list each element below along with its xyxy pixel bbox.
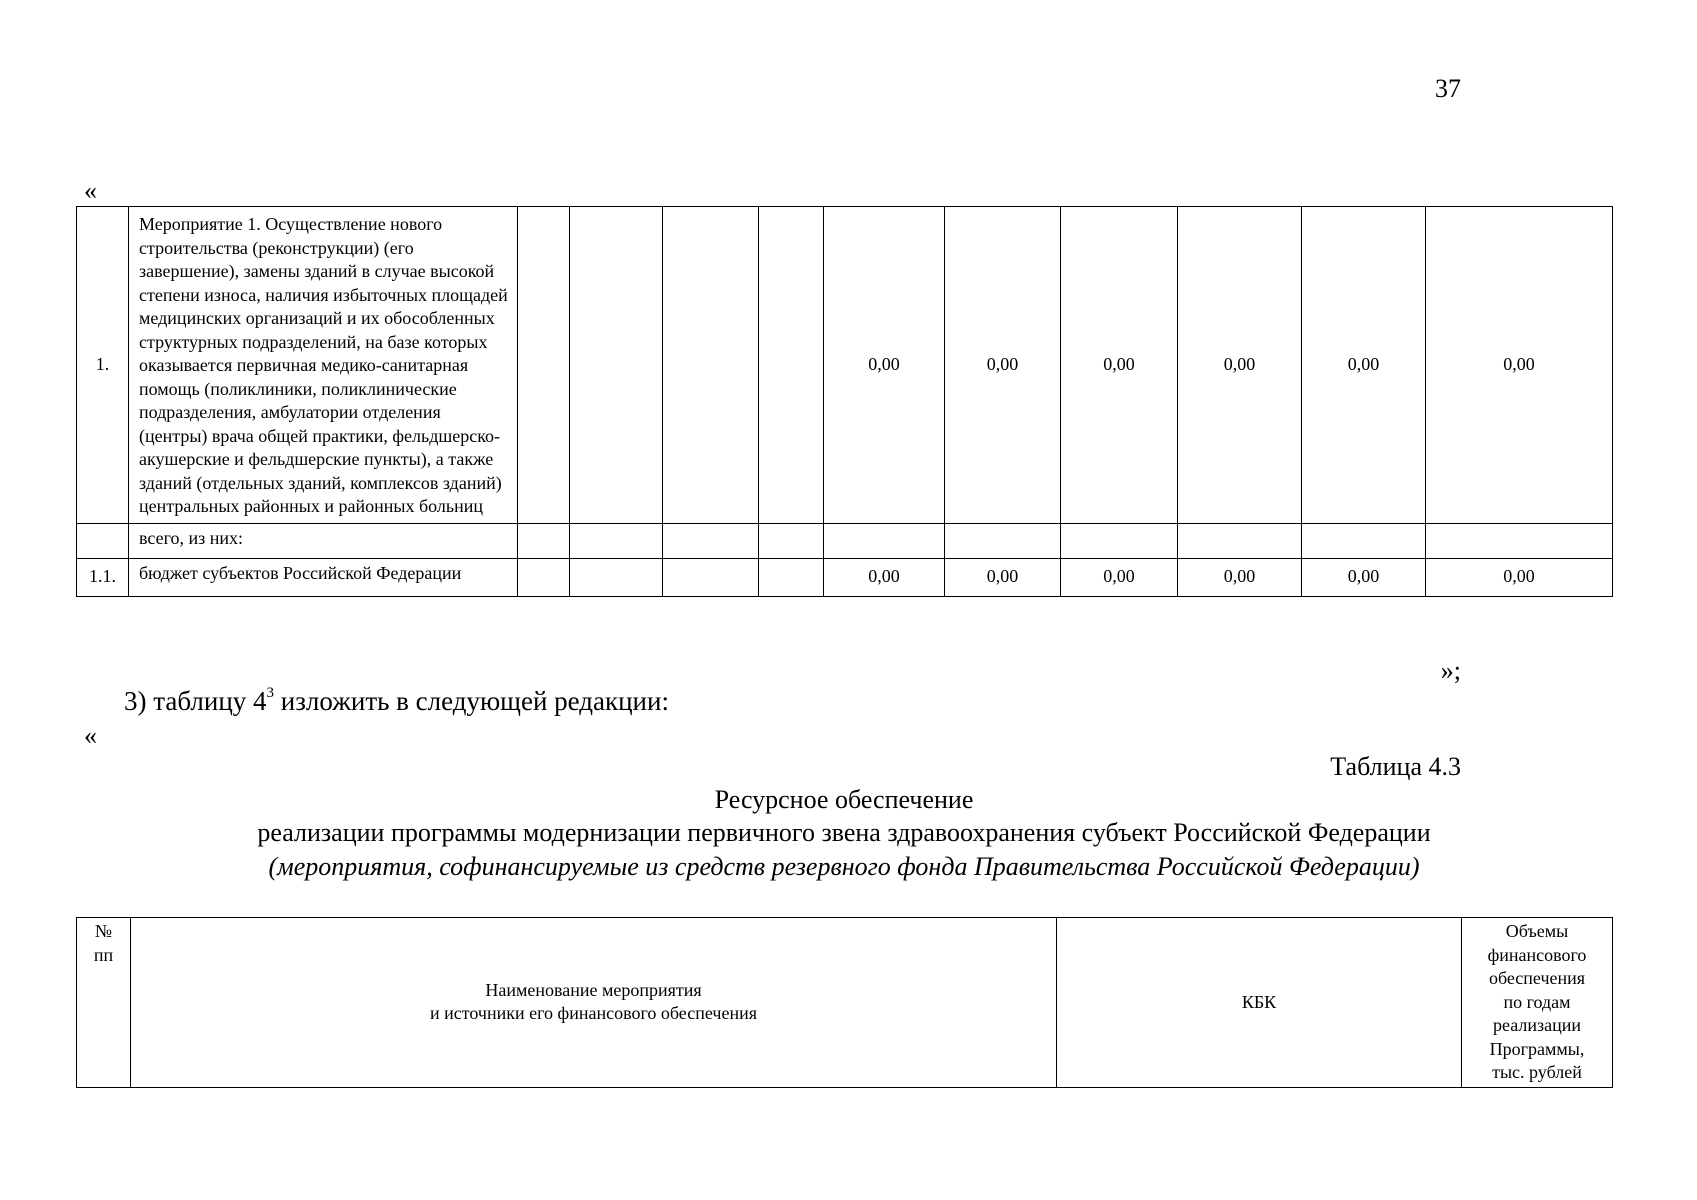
heading-title: Ресурсное обеспечение <box>714 785 974 814</box>
page-number: 37 <box>1435 74 1461 103</box>
row-number: 1.1. <box>77 558 129 596</box>
opening-quote-top: « <box>84 176 97 205</box>
value-cell: 0,00 <box>824 207 945 524</box>
header-name-line: и источники его финансового обеспечения <box>430 1003 757 1024</box>
value-cell: 0,00 <box>1061 558 1178 596</box>
row-description: бюджет субъектов Российской Федерации <box>129 558 518 596</box>
header-volume-line: Объемы <box>1505 921 1569 941</box>
opening-quote-bottom: « <box>84 721 97 750</box>
value-cell: 0,00 <box>945 207 1061 524</box>
value-cell: 0,00 <box>1302 558 1426 596</box>
empty-cell <box>759 558 824 596</box>
value-cell: 0,00 <box>1302 207 1426 524</box>
resource-table <box>76 917 1613 1088</box>
empty-cell <box>518 207 570 524</box>
empty-cell <box>570 523 663 558</box>
value-cell: 0,00 <box>1061 207 1178 524</box>
instruction-superscript: 3 <box>266 685 275 701</box>
value-cell <box>1302 523 1426 558</box>
header-volume-line: тыс. рублей <box>1492 1062 1582 1082</box>
row-number: 1. <box>77 207 129 524</box>
empty-cell <box>518 558 570 596</box>
empty-cell <box>570 207 663 524</box>
header-volume-line: обеспечения <box>1488 968 1586 988</box>
empty-cell <box>570 558 663 596</box>
empty-cell <box>663 207 759 524</box>
empty-cell <box>759 207 824 524</box>
row-number <box>77 523 129 558</box>
header-number-abbr: пп <box>93 944 114 965</box>
table-row <box>77 523 1613 558</box>
closing-quote: »; <box>1440 656 1461 685</box>
value-cell: 0,00 <box>824 558 945 596</box>
value-cell <box>824 523 945 558</box>
header-kbk: КБК <box>1057 918 1462 1088</box>
empty-cell <box>518 523 570 558</box>
value-cell <box>1061 523 1178 558</box>
empty-cell <box>663 558 759 596</box>
header-volume-line: Программы, <box>1489 1038 1585 1059</box>
table-header-row <box>77 918 1613 1088</box>
value-cell <box>1426 523 1613 558</box>
continued-table <box>76 206 1613 597</box>
heading-subtitle: реализации программы модернизации первичного звена здравоохранения субъект Российской Федерации <box>257 818 1431 847</box>
value-cell <box>1178 523 1302 558</box>
header-number-symbol: № <box>94 921 113 941</box>
table-row <box>77 207 1613 524</box>
header-number <box>77 918 131 1088</box>
header-volume-line: по годам <box>1503 991 1571 1012</box>
value-cell: 0,00 <box>1178 207 1302 524</box>
heading-italic-note: (мероприятия, софинансируемые из средств резервного фонда Правительства Российской Федерации) <box>268 852 1420 881</box>
header-volume <box>1462 918 1613 1088</box>
header-name <box>131 918 1057 1088</box>
value-cell: 0,00 <box>945 558 1061 596</box>
value-cell: 0,00 <box>1426 558 1613 596</box>
instruction-text <box>124 686 669 717</box>
header-volume-line: реализации <box>1493 1015 1581 1035</box>
row-description: всего, из них: <box>129 523 518 558</box>
instruction-prefix: 3) таблицу 4 <box>124 686 267 716</box>
value-cell: 0,00 <box>1178 558 1302 596</box>
row-description: Мероприятие 1. Осуществление нового строительства (реконструкции) (его завершение), замены зданий в случае высокой степени износа, наличия избыточных площадей медицинских организаций и их обособленных структурных подразделений, на базе которых оказывается первичная медико-санитарная помощь (поликлиники, поликлинические подразделения, амбулатории отделения (центры) врача общей практики, фельдшерско-акушерские и фельдшерские пункты), а также зданий (отдельных зданий, комплексов зданий) центральных районных и районных больниц <box>129 207 518 524</box>
table-label: Таблица 4.3 <box>1330 752 1461 781</box>
value-cell: 0,00 <box>1426 207 1613 524</box>
value-cell <box>945 523 1061 558</box>
table-row <box>77 558 1613 596</box>
header-volume-line: финансового <box>1487 944 1587 965</box>
empty-cell <box>759 523 824 558</box>
header-name-line: Наименование мероприятия <box>485 979 702 1000</box>
instruction-suffix: изложить в следующей редакции: <box>274 686 669 716</box>
empty-cell <box>663 523 759 558</box>
